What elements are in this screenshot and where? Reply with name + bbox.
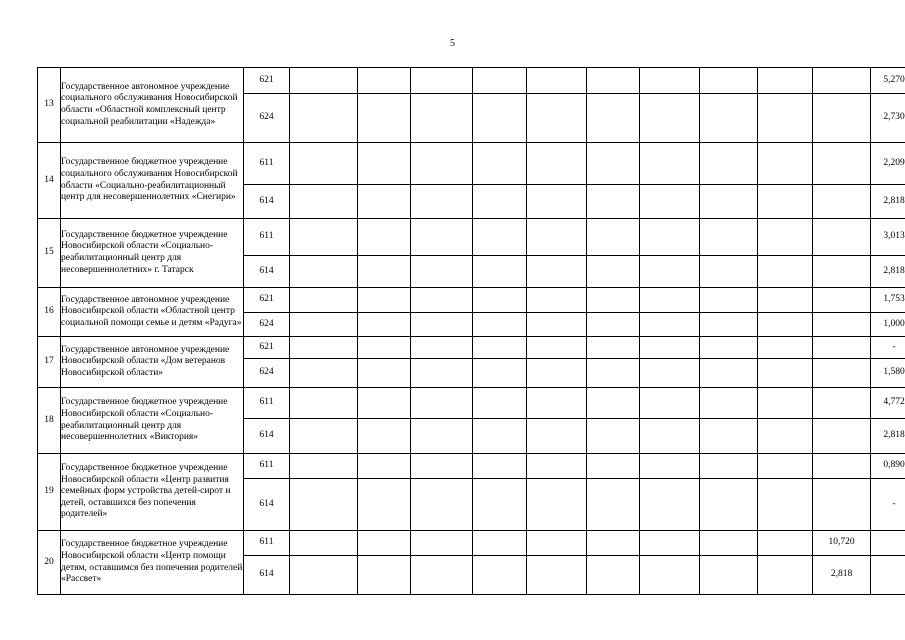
empty-cell	[758, 68, 813, 94]
empty-cell	[411, 68, 473, 94]
empty-cell	[758, 219, 813, 256]
empty-cell	[358, 313, 411, 337]
empty-cell	[527, 219, 587, 256]
amount-cell: 2,818	[871, 419, 905, 454]
empty-cell	[587, 256, 640, 288]
empty-cell	[411, 143, 473, 185]
institution-name: Государственное бюджетное учреждение Новосибирской области «Центр развития семейных форм устройства детей-сирот и детей, оставшихся без попечения родителей»	[61, 454, 244, 531]
amount-cell: 2,818	[871, 185, 905, 219]
table-row	[38, 531, 905, 556]
amount-cell: 10,720	[813, 531, 871, 556]
amount-cell: 4,772	[871, 388, 905, 419]
empty-cell	[358, 288, 411, 313]
empty-cell	[473, 531, 527, 556]
empty-cell	[473, 337, 527, 359]
expense-code: 611	[244, 454, 290, 479]
empty-cell	[290, 313, 358, 337]
empty-cell	[758, 256, 813, 288]
empty-cell	[527, 143, 587, 185]
empty-cell	[290, 337, 358, 359]
empty-cell	[473, 359, 527, 388]
empty-cell	[640, 556, 700, 595]
empty-cell	[358, 419, 411, 454]
expense-code: 611	[244, 143, 290, 185]
empty-cell	[813, 359, 871, 388]
empty-cell	[587, 219, 640, 256]
empty-cell	[700, 531, 758, 556]
empty-cell	[290, 185, 358, 219]
empty-cell	[473, 219, 527, 256]
empty-cell	[527, 531, 587, 556]
empty-cell	[358, 143, 411, 185]
row-number: 18	[38, 388, 61, 454]
row-number: 14	[38, 143, 61, 219]
expense-code: 614	[244, 556, 290, 595]
empty-cell	[700, 143, 758, 185]
empty-cell	[700, 359, 758, 388]
empty-cell	[758, 556, 813, 595]
empty-cell	[640, 288, 700, 313]
empty-cell	[758, 388, 813, 419]
empty-cell	[587, 531, 640, 556]
empty-cell	[640, 94, 700, 143]
expense-code: 624	[244, 359, 290, 388]
table-row	[38, 388, 905, 419]
empty-cell	[527, 556, 587, 595]
institution-name: Государственное автономное учреждение Новосибирской области «Областной центр социальной помощи семье и детям «Радуга»	[61, 288, 244, 337]
empty-cell	[473, 68, 527, 94]
empty-cell	[527, 288, 587, 313]
empty-cell	[473, 143, 527, 185]
empty-cell	[411, 479, 473, 531]
empty-cell	[358, 388, 411, 419]
row-number: 13	[38, 68, 61, 143]
expense-code: 614	[244, 256, 290, 288]
institution-name: Государственное автономное учреждение социального обслуживания Новосибирской области «Областной комплексный центр социальной реабилитации «Надежда»	[61, 68, 244, 143]
institution-name: Государственное автономное учреждение Новосибирской области «Дом ветеранов Новосибирской области»	[61, 337, 244, 388]
empty-cell	[290, 94, 358, 143]
amount-cell: 1,000	[871, 313, 905, 337]
empty-cell	[290, 531, 358, 556]
empty-cell	[813, 143, 871, 185]
empty-cell	[640, 185, 700, 219]
empty-cell	[411, 419, 473, 454]
empty-cell	[700, 288, 758, 313]
expense-code: 614	[244, 479, 290, 531]
empty-cell	[411, 219, 473, 256]
empty-cell	[700, 337, 758, 359]
empty-cell	[640, 531, 700, 556]
table-row	[38, 288, 905, 313]
empty-cell	[640, 337, 700, 359]
amount-cell: 0,890	[871, 454, 905, 479]
empty-cell	[527, 359, 587, 388]
empty-cell	[640, 219, 700, 256]
empty-cell	[758, 479, 813, 531]
empty-cell	[527, 313, 587, 337]
empty-cell	[358, 531, 411, 556]
empty-cell	[758, 185, 813, 219]
amount-cell: 2,209	[871, 143, 905, 185]
empty-cell	[700, 313, 758, 337]
empty-cell	[758, 454, 813, 479]
empty-cell	[758, 143, 813, 185]
empty-cell	[700, 94, 758, 143]
empty-cell	[473, 313, 527, 337]
empty-cell	[411, 359, 473, 388]
empty-cell	[473, 185, 527, 219]
expense-code: 621	[244, 288, 290, 313]
empty-cell	[587, 185, 640, 219]
empty-cell	[700, 68, 758, 94]
empty-cell	[290, 479, 358, 531]
row-number: 16	[38, 288, 61, 337]
empty-cell	[358, 454, 411, 479]
empty-cell	[640, 313, 700, 337]
empty-cell	[640, 143, 700, 185]
empty-cell	[640, 359, 700, 388]
empty-cell	[758, 337, 813, 359]
empty-cell	[290, 556, 358, 595]
expense-code: 621	[244, 68, 290, 94]
empty-cell	[411, 454, 473, 479]
empty-cell	[358, 256, 411, 288]
empty-cell	[473, 388, 527, 419]
empty-cell	[587, 94, 640, 143]
empty-cell	[700, 256, 758, 288]
empty-cell	[813, 219, 871, 256]
empty-cell	[813, 479, 871, 531]
empty-cell	[587, 419, 640, 454]
expense-code: 614	[244, 185, 290, 219]
empty-cell	[290, 454, 358, 479]
amount-cell: 2,818	[871, 256, 905, 288]
empty-cell	[290, 359, 358, 388]
empty-cell	[587, 556, 640, 595]
empty-cell	[473, 479, 527, 531]
empty-cell	[290, 288, 358, 313]
empty-cell	[813, 419, 871, 454]
empty-cell	[813, 337, 871, 359]
empty-cell	[527, 479, 587, 531]
empty-cell	[290, 219, 358, 256]
empty-cell	[758, 419, 813, 454]
expense-code: 611	[244, 531, 290, 556]
table-row	[38, 143, 905, 185]
empty-cell	[758, 288, 813, 313]
amount-cell: -	[871, 479, 905, 531]
empty-cell	[871, 531, 905, 556]
empty-cell	[411, 256, 473, 288]
empty-cell	[587, 359, 640, 388]
empty-cell	[587, 143, 640, 185]
empty-cell	[700, 185, 758, 219]
empty-cell	[527, 454, 587, 479]
expense-code: 621	[244, 337, 290, 359]
row-number: 15	[38, 219, 61, 288]
table-row	[38, 337, 905, 359]
empty-cell	[640, 256, 700, 288]
empty-cell	[411, 531, 473, 556]
empty-cell	[640, 479, 700, 531]
empty-cell	[587, 479, 640, 531]
amount-cell: 2,730	[871, 94, 905, 143]
institution-name: Государственное бюджетное учреждение Новосибирской области «Социально-реабилитационный центр для несовершеннолетних «Виктория»	[61, 388, 244, 454]
empty-cell	[411, 337, 473, 359]
empty-cell	[813, 313, 871, 337]
empty-cell	[473, 419, 527, 454]
empty-cell	[290, 256, 358, 288]
empty-cell	[640, 419, 700, 454]
empty-cell	[640, 454, 700, 479]
empty-cell	[640, 68, 700, 94]
table-row	[38, 68, 905, 94]
empty-cell	[358, 219, 411, 256]
empty-cell	[527, 419, 587, 454]
empty-cell	[473, 256, 527, 288]
empty-cell	[813, 288, 871, 313]
row-number: 19	[38, 454, 61, 531]
empty-cell	[358, 359, 411, 388]
table-row	[38, 219, 905, 256]
institution-name: Государственное бюджетное учреждение Новосибирской области «Социально-реабилитационный центр для несовершеннолетних» г. Татарск	[61, 219, 244, 288]
empty-cell	[700, 556, 758, 595]
empty-cell	[411, 556, 473, 595]
table-row	[38, 454, 905, 479]
empty-cell	[411, 313, 473, 337]
row-number: 17	[38, 337, 61, 388]
empty-cell	[587, 68, 640, 94]
empty-cell	[758, 313, 813, 337]
empty-cell	[587, 337, 640, 359]
empty-cell	[758, 359, 813, 388]
amount-cell: 1,753	[871, 288, 905, 313]
empty-cell	[700, 419, 758, 454]
empty-cell	[358, 68, 411, 94]
empty-cell	[871, 556, 905, 595]
empty-cell	[411, 388, 473, 419]
amount-cell: 5,270	[871, 68, 905, 94]
empty-cell	[473, 556, 527, 595]
empty-cell	[587, 288, 640, 313]
empty-cell	[700, 479, 758, 531]
empty-cell	[813, 68, 871, 94]
empty-cell	[700, 454, 758, 479]
empty-cell	[411, 185, 473, 219]
empty-cell	[473, 454, 527, 479]
empty-cell	[527, 388, 587, 419]
empty-cell	[527, 256, 587, 288]
empty-cell	[290, 143, 358, 185]
amount-cell: 3,013	[871, 219, 905, 256]
amount-cell: 1,580	[871, 359, 905, 388]
empty-cell	[700, 219, 758, 256]
empty-cell	[813, 256, 871, 288]
expense-code: 624	[244, 313, 290, 337]
empty-cell	[813, 454, 871, 479]
budget-table	[37, 67, 905, 595]
empty-cell	[758, 531, 813, 556]
amount-cell: -	[871, 337, 905, 359]
empty-cell	[587, 388, 640, 419]
empty-cell	[640, 388, 700, 419]
institution-name: Государственное бюджетное учреждение Новосибирской области «Центр помощи детям, оставшимся без попечения родителей «Рассвет»	[61, 531, 244, 595]
empty-cell	[527, 337, 587, 359]
expense-code: 611	[244, 219, 290, 256]
empty-cell	[527, 185, 587, 219]
empty-cell	[290, 388, 358, 419]
empty-cell	[473, 288, 527, 313]
empty-cell	[813, 185, 871, 219]
empty-cell	[527, 68, 587, 94]
empty-cell	[358, 185, 411, 219]
row-number: 20	[38, 531, 61, 595]
empty-cell	[758, 94, 813, 143]
amount-cell: 2,818	[813, 556, 871, 595]
empty-cell	[813, 388, 871, 419]
empty-cell	[290, 419, 358, 454]
empty-cell	[473, 94, 527, 143]
expense-code: 614	[244, 419, 290, 454]
empty-cell	[411, 288, 473, 313]
empty-cell	[358, 337, 411, 359]
expense-code: 611	[244, 388, 290, 419]
expense-code: 624	[244, 94, 290, 143]
page-number: 5	[450, 38, 455, 49]
empty-cell	[587, 454, 640, 479]
empty-cell	[358, 479, 411, 531]
empty-cell	[411, 94, 473, 143]
empty-cell	[587, 313, 640, 337]
empty-cell	[358, 556, 411, 595]
empty-cell	[700, 388, 758, 419]
empty-cell	[358, 94, 411, 143]
empty-cell	[527, 94, 587, 143]
institution-name: Государственное бюджетное учреждение социального обслуживания Новосибирской области «Социально-реабилитационный центр для несовершеннолетних «Снегири»	[61, 143, 244, 219]
empty-cell	[813, 94, 871, 143]
empty-cell	[290, 68, 358, 94]
table-body	[38, 68, 905, 595]
